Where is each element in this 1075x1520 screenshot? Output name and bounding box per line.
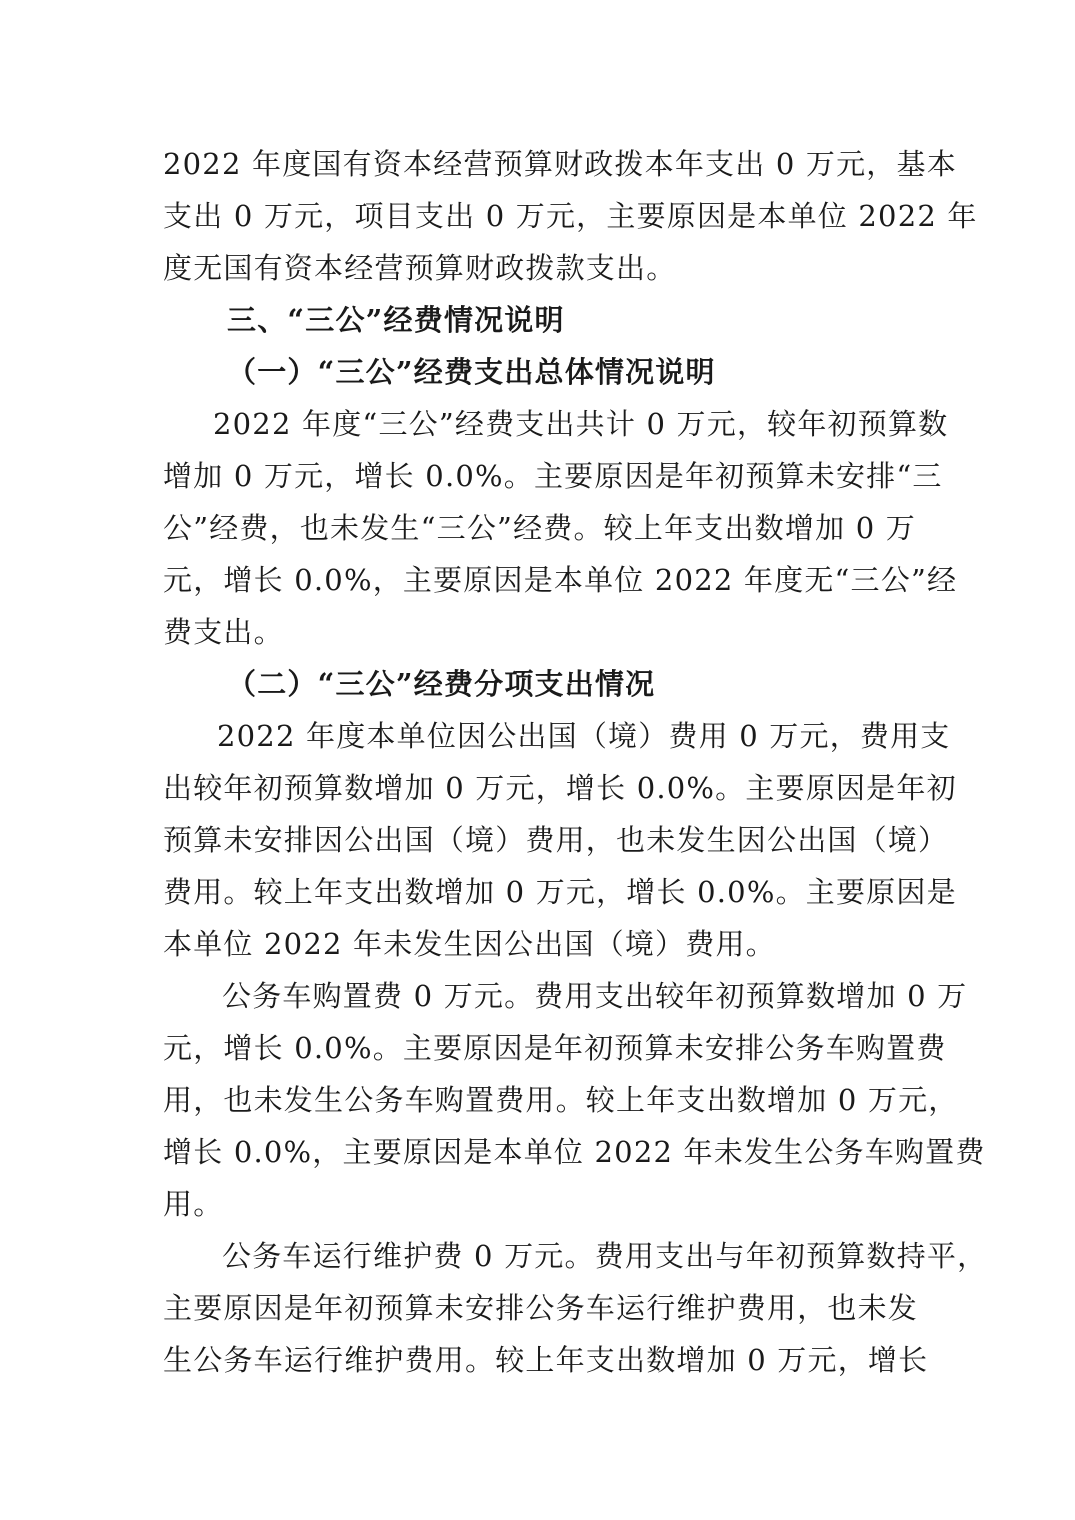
body-text-line: 2022 年度本单位因公出国（境）费用 0 万元，费用支	[217, 719, 951, 753]
subsection-heading: （一）“三公”经费支出总体情况说明	[227, 355, 716, 389]
body-text-line: 费用。较上年支出数增加 0 万元，增长 0.0%。主要原因是	[163, 875, 957, 909]
body-text-line: 本单位 2022 年未发生因公出国（境）费用。	[163, 927, 776, 961]
body-text-line: 用，也未发生公务车购置费用。较上年支出数增加 0 万元，	[163, 1083, 959, 1117]
body-text-line: 支出 0 万元，项目支出 0 万元，主要原因是本单位 2022 年	[163, 199, 978, 233]
body-text-line: 费支出。	[163, 615, 284, 649]
subsection-heading: （二）“三公”经费分项支出情况	[227, 667, 656, 701]
body-text-line: 预算未安排因公出国（境）费用，也未发生因公出国（境）	[163, 823, 949, 857]
body-text-line: 增加 0 万元，增长 0.0%。主要原因是年初预算未安排“三	[163, 459, 943, 493]
body-text-line: 增长 0.0%，主要原因是本单位 2022 年未发生公务车购置费	[163, 1135, 986, 1169]
body-text-line: 元，增长 0.0%。主要原因是年初预算未安排公务车购置费	[163, 1031, 947, 1065]
body-text-line: 公务车运行维护费 0 万元。费用支出与年初预算数持平，	[222, 1239, 988, 1273]
body-text-line: 用。	[163, 1187, 224, 1221]
body-text-line: 2022 年度“三公”经费支出共计 0 万元，较年初预算数	[213, 407, 949, 441]
body-text-line: 元，增长 0.0%，主要原因是本单位 2022 年度无“三公”经	[163, 563, 958, 597]
body-text-line: 公”经费，也未发生“三公”经费。较上年支出数增加 0 万	[163, 511, 916, 545]
section-heading: 三、“三公”经费情况说明	[227, 303, 565, 337]
body-text-line: 2022 年度国有资本经营预算财政拨本年支出 0 万元，基本	[163, 147, 957, 181]
body-text-line: 出较年初预算数增加 0 万元，增长 0.0%。主要原因是年初	[163, 771, 957, 805]
body-text-line: 主要原因是年初预算未安排公务车运行维护费用，也未发	[163, 1291, 919, 1325]
body-text-line: 生公务车运行维护费用。较上年支出数增加 0 万元，增长	[163, 1343, 929, 1377]
body-text-line: 公务车购置费 0 万元。费用支出较年初预算数增加 0 万	[222, 979, 968, 1013]
body-text-line: 度无国有资本经营预算财政拨款支出。	[163, 251, 677, 285]
